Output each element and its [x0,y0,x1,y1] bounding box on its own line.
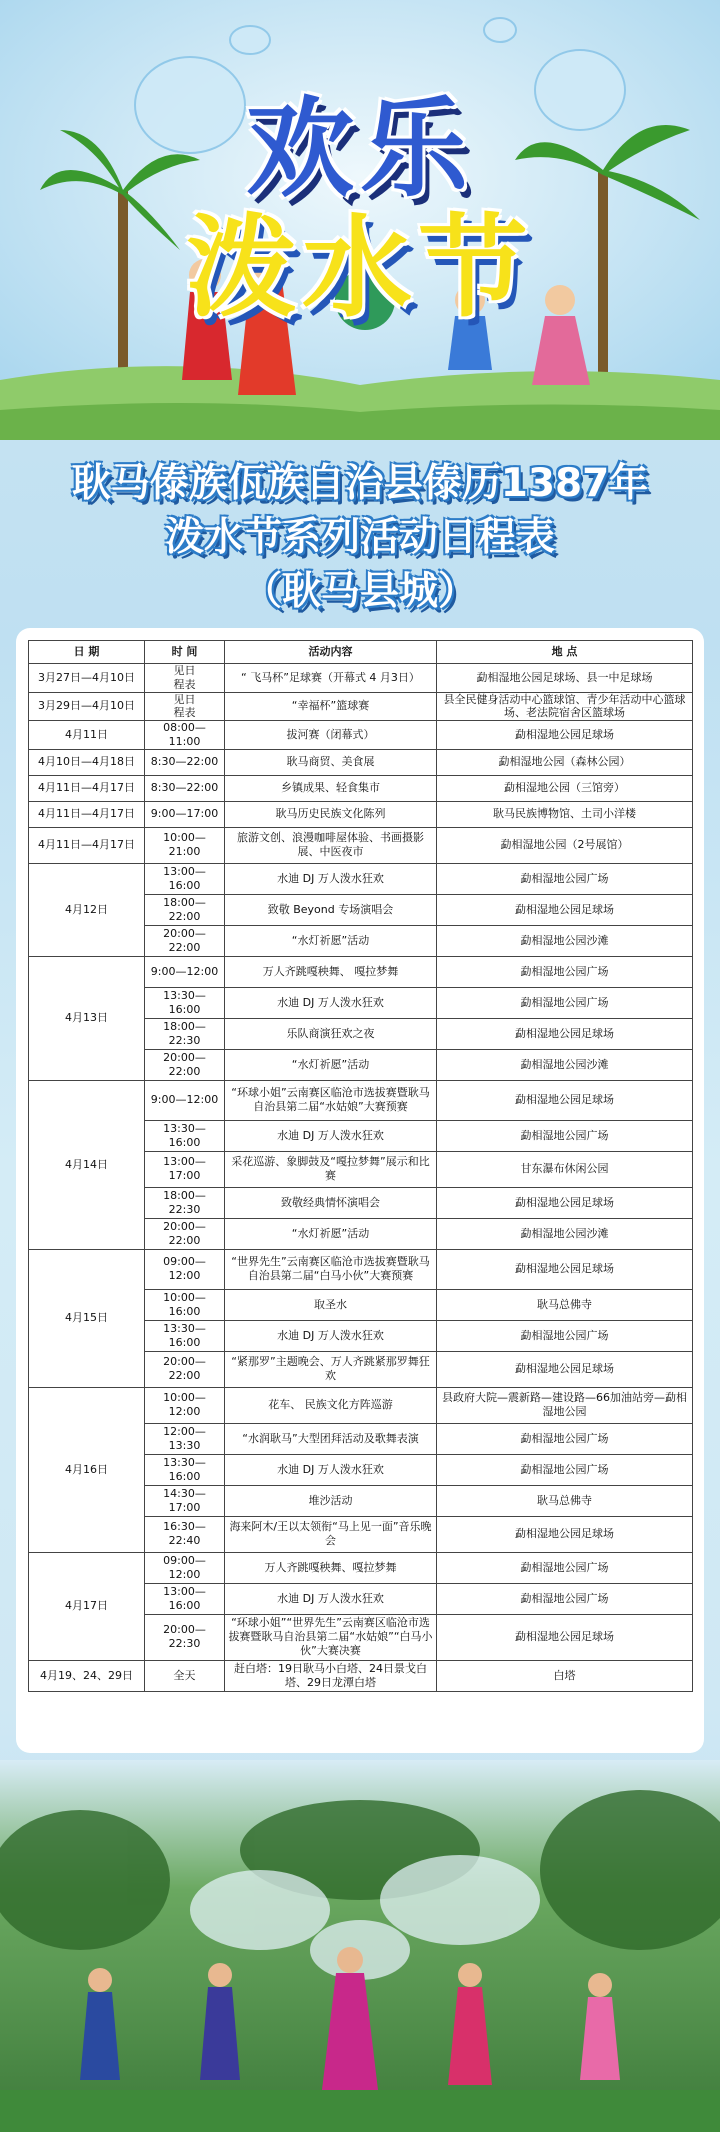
schedule-venue: 勐相湿地公园广场 [437,1583,693,1614]
schedule-time: 见日 程表 [145,664,225,693]
schedule-row [29,1249,693,1289]
schedule-row [29,664,693,693]
schedule-venue: 勐相湿地公园广场 [437,863,693,894]
schedule-venue: 勐相湿地公园足球场、县一中足球场 [437,664,693,693]
subtitle-line3: （耿马县城） [242,569,477,614]
schedule-venue: 耿马总佛寺 [437,1485,693,1516]
schedule-event: “ 飞马杯”足球赛（开幕式 4 月3日） [225,664,437,693]
schedule-time: 10:00—21:00 [145,827,225,863]
schedule-row [29,1387,693,1423]
schedule-venue: 勐相湿地公园足球场 [437,1516,693,1552]
schedule-time: 9:00—12:00 [145,1080,225,1120]
header-event: 活动内容 [225,641,437,664]
festival-photo-illustration [0,1760,720,2132]
schedule-row [29,1080,693,1120]
schedule-event: 拔河赛（闭幕式） [225,721,437,750]
schedule-time: 13:00—16:00 [145,1583,225,1614]
schedule-venue: 勐相湿地公园广场 [437,987,693,1018]
schedule-event: 万人齐跳嘎秧舞、嘎拉梦舞 [225,1552,437,1583]
schedule-date: 4月14日 [29,1080,145,1249]
schedule-time: 18:00—22:30 [145,1187,225,1218]
schedule-time: 8:30—22:00 [145,775,225,801]
subtitle-line1: 耿马傣族佤族自治县傣历1387年 [71,461,649,506]
schedule-time: 18:00—22:30 [145,1018,225,1049]
schedule-venue: 勐相湿地公园广场 [437,1320,693,1351]
schedule-event: 花车、 民族文化方阵巡游 [225,1387,437,1423]
schedule-event: 致敬 Beyond 专场演唱会 [225,894,437,925]
schedule-time: 全天 [145,1660,225,1691]
schedule-venue: 勐相湿地公园沙滩 [437,1218,693,1249]
schedule-event: 采花巡游、象脚鼓及“嘎拉梦舞”展示和比赛 [225,1151,437,1187]
schedule-date: 4月11日—4月17日 [29,827,145,863]
schedule-venue: 勐相湿地公园广场 [437,1552,693,1583]
hero-title-line1: 欢乐 [245,87,474,212]
schedule-event: 乡镇成果、轻食集市 [225,775,437,801]
schedule-venue: 勐相湿地公园广场 [437,1423,693,1454]
schedule-venue: 勐相湿地公园沙滩 [437,925,693,956]
schedule-card [16,628,704,1753]
schedule-row [29,692,693,721]
schedule-event: 水迪 DJ 万人泼水狂欢 [225,863,437,894]
schedule-venue: 勐相湿地公园足球场 [437,1187,693,1218]
schedule-row [29,956,693,987]
schedule-event: 水迪 DJ 万人泼水狂欢 [225,1454,437,1485]
schedule-time: 13:30—16:00 [145,987,225,1018]
schedule-venue: 勐相湿地公园足球场 [437,1018,693,1049]
schedule-venue: 县政府大院—震新路—建设路—66加油站旁—勐相湿地公园 [437,1387,693,1423]
schedule-row [29,1552,693,1583]
schedule-venue: 耿马总佛寺 [437,1289,693,1320]
schedule-time: 20:00—22:30 [145,1614,225,1660]
schedule-row [29,827,693,863]
schedule-event: “环球小姐”云南赛区临沧市选拔赛暨耿马自治县第二届“水姑娘”大赛预赛 [225,1080,437,1120]
schedule-time: 08:00—11:00 [145,721,225,750]
schedule-row [29,801,693,827]
header-venue: 地 点 [437,641,693,664]
schedule-venue: 勐相湿地公园（三馆旁） [437,775,693,801]
schedule-event: 致敬经典情怀演唱会 [225,1187,437,1218]
schedule-event: 水迪 DJ 万人泼水狂欢 [225,1583,437,1614]
schedule-event: 水迪 DJ 万人泼水狂欢 [225,1320,437,1351]
schedule-time: 13:00—17:00 [145,1151,225,1187]
schedule-time: 20:00—22:00 [145,1049,225,1080]
schedule-event: 水迪 DJ 万人泼水狂欢 [225,987,437,1018]
schedule-event: “水灯祈愿”活动 [225,1218,437,1249]
schedule-time: 18:00—22:00 [145,894,225,925]
schedule-venue: 勐相湿地公园（2号展馆） [437,827,693,863]
schedule-time: 20:00—22:00 [145,1351,225,1387]
schedule-venue: 耿马民族博物馆、土司小洋楼 [437,801,693,827]
schedule-venue: 勐相湿地公园广场 [437,956,693,987]
schedule-event: 乐队商演狂欢之夜 [225,1018,437,1049]
schedule-time: 09:00—12:00 [145,1552,225,1583]
schedule-event: 万人齐跳嘎秧舞、 嘎拉梦舞 [225,956,437,987]
schedule-date: 4月13日 [29,956,145,1080]
schedule-time: 13:30—16:00 [145,1320,225,1351]
schedule-time: 13:30—16:00 [145,1120,225,1151]
schedule-date: 3月29日—4月10日 [29,692,145,721]
schedule-date: 4月11日—4月17日 [29,775,145,801]
subtitle-line2: 泼水节系列活动日程表 [164,515,555,560]
schedule-row [29,1660,693,1691]
schedule-date: 4月12日 [29,863,145,956]
schedule-row [29,749,693,775]
schedule-venue: 白塔 [437,1660,693,1691]
schedule-date: 4月15日 [29,1249,145,1387]
schedule-venue: 勐相湿地公园足球场 [437,1080,693,1120]
festival-photo [0,1760,720,2132]
header-date: 日 期 [29,641,145,664]
schedule-event: 堆沙活动 [225,1485,437,1516]
schedule-header-row [29,641,693,664]
schedule-event: “水润耿马”大型团拜活动及歌舞表演 [225,1423,437,1454]
schedule-venue: 勐相湿地公园广场 [437,1120,693,1151]
schedule-time: 14:30—17:00 [145,1485,225,1516]
hero-banner [0,0,720,440]
schedule-date: 3月27日—4月10日 [29,664,145,693]
schedule-time: 9:00—17:00 [145,801,225,827]
schedule-date: 4月19、24、29日 [29,1660,145,1691]
schedule-time: 20:00—22:00 [145,925,225,956]
schedule-event: “幸福杯”篮球赛 [225,692,437,721]
schedule-venue: 勐相湿地公园足球场 [437,721,693,750]
schedule-time: 9:00—12:00 [145,956,225,987]
schedule-time: 见日 程表 [145,692,225,721]
schedule-venue: 县全民健身活动中心篮球馆、青少年活动中心篮球场、老法院宿舍区篮球场 [437,692,693,721]
schedule-event: “水灯祈愿”活动 [225,1049,437,1080]
schedule-event: 水迪 DJ 万人泼水狂欢 [225,1120,437,1151]
schedule-venue: 勐相湿地公园足球场 [437,1351,693,1387]
schedule-venue: 勐相湿地公园足球场 [437,1249,693,1289]
schedule-table [28,640,693,1692]
schedule-date: 4月10日—4月18日 [29,749,145,775]
schedule-time: 16:30—22:40 [145,1516,225,1552]
schedule-event: 耿马商贸、美食展 [225,749,437,775]
schedule-venue: 勐相湿地公园沙滩 [437,1049,693,1080]
schedule-event: “世界先生”云南赛区临沧市选拔赛暨耿马自治县第二届“白马小伙”大赛预赛 [225,1249,437,1289]
schedule-event: 旅游文创、浪漫咖啡屋体验、书画摄影展、中医夜市 [225,827,437,863]
schedule-event: 赶白塔：19日耿马小白塔、24日景戈白塔、29日龙潭白塔 [225,1660,437,1691]
schedule-time: 13:30—16:00 [145,1454,225,1485]
schedule-venue: 勐相湿地公园广场 [437,1454,693,1485]
schedule-event: 取圣水 [225,1289,437,1320]
schedule-date: 4月16日 [29,1387,145,1552]
schedule-event: “环球小姐”“世界先生”云南赛区临沧市选拔赛暨耿马自治县第二届“水姑娘”“白马小伙”大赛决赛 [225,1614,437,1660]
schedule-time: 13:00—16:00 [145,863,225,894]
schedule-row [29,775,693,801]
schedule-time: 12:00—13:30 [145,1423,225,1454]
schedule-time: 8:30—22:00 [145,749,225,775]
schedule-time: 10:00—12:00 [145,1387,225,1423]
schedule-time: 20:00—22:00 [145,1218,225,1249]
schedule-time: 09:00—12:00 [145,1249,225,1289]
header-time: 时 间 [145,641,225,664]
schedule-venue: 勐相湿地公园足球场 [437,894,693,925]
schedule-venue: 勐相湿地公园足球场 [437,1614,693,1660]
schedule-date: 4月11日—4月17日 [29,801,145,827]
schedule-row [29,863,693,894]
schedule-date: 4月11日 [29,721,145,750]
schedule-time: 10:00—16:00 [145,1289,225,1320]
schedule-venue: 甘东瀑布休闲公园 [437,1151,693,1187]
schedule-event: “紧那罗”主题晚会、万人齐跳紧那罗舞狂欢 [225,1351,437,1387]
hero-title-line2: 泼水节 [186,204,534,332]
schedule-venue: 勐相湿地公园（森林公园） [437,749,693,775]
schedule-event: “水灯祈愿”活动 [225,925,437,956]
schedule-row [29,721,693,750]
schedule-date: 4月17日 [29,1552,145,1660]
schedule-event: 海来阿木/王以太领衔“马上见一面”音乐晚会 [225,1516,437,1552]
schedule-event: 耿马历史民族文化陈列 [225,801,437,827]
